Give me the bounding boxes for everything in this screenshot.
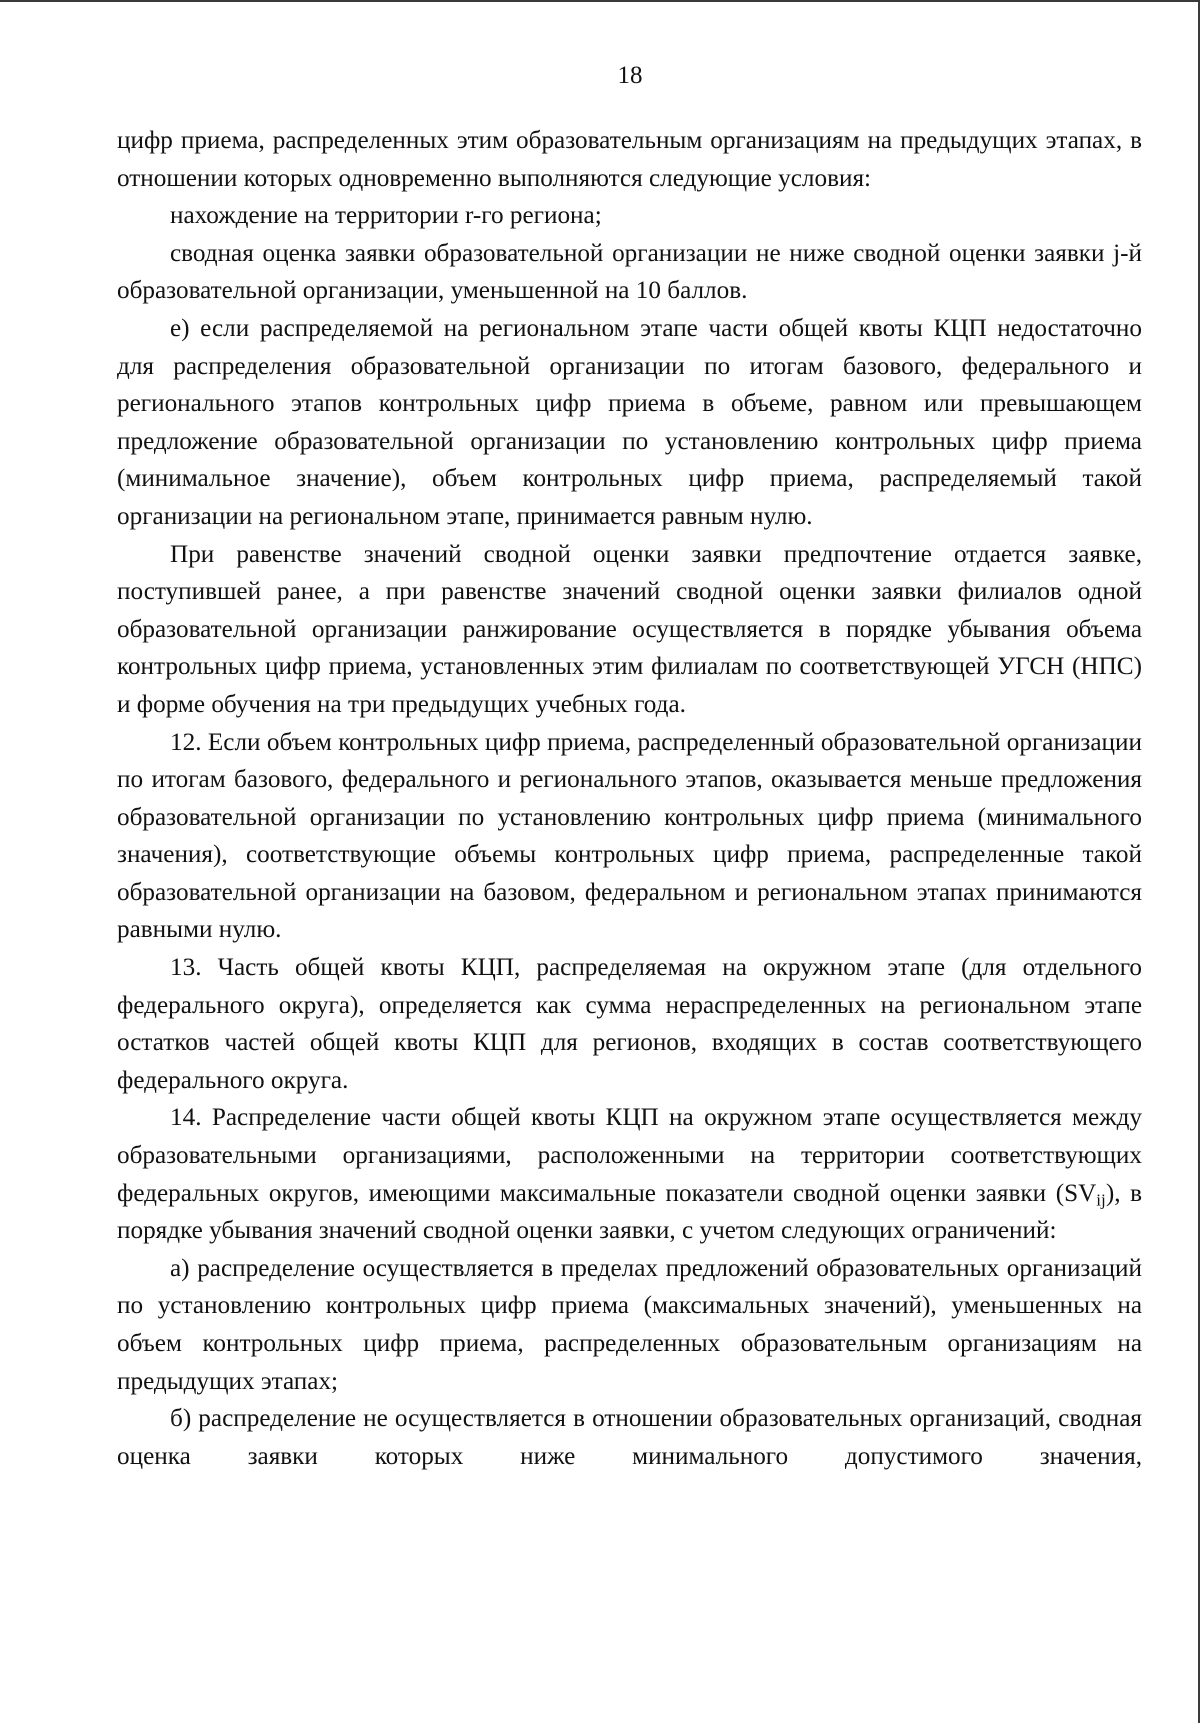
paragraph-item-b: б) распределение не осуществляется в отношении образовательных организаций, сводная оценка заявки которых ниже минимального допустимого значения,	[117, 1405, 1142, 1470]
paragraph-clause-12: 12. Если объем контрольных цифр приема, распределенный образовательной организации по итогам базового, федерального и регионального этапов, оказывается меньше предложения образовательной организации по установлению контрольных цифр приема (минимального значения), соответствующие объемы контрольных цифр приема, распределенные такой образовательной организации на базовом, федеральном и региональном этапах принимаются равными нулю.	[117, 728, 1142, 944]
paragraph-condition-score: сводная оценка заявки образовательной организации не ниже сводной оценки заявки j-й образовательной организации, уменьшенной на 10 баллов.	[117, 239, 1142, 305]
paragraph-clause-13: 13. Часть общей квоты КЦП, распределяемая на окружном этапе (для отдельного федерального округа), определяется как сумма нераспределенных на региональном этапе остатков частей общей квоты КЦП для регионов, входящих в состав соответствующего федерального округа.	[117, 954, 1142, 1094]
scan-edge-top	[0, 0, 1200, 2]
document-body	[117, 122, 1142, 1475]
page-number: 18	[617, 62, 643, 89]
paragraph-clause-14	[117, 1099, 1142, 1249]
clause-14-text-start: 14. Распределение части общей квоты КЦП на окружном этапе осуществляется между образовательными организациями, расположенными на территории соответствующих федеральных округов, имеющими максимальные показатели сводной оценки заявки (SV	[117, 1104, 1142, 1207]
paragraph-continuation: цифр приема, распределенных этим образовательным организациям на предыдущих этапах, в отношении которых одновременно выполняются следующие условия:	[117, 127, 1142, 192]
paragraph-item-e: е) если распределяемой на региональном этапе части общей квоты КЦП недостаточно для распределения образовательной организации по итогам базового, федерального и регионального этапов контрольных цифр приема в объеме, равном или превышающем предложение образовательной организации по установлению контрольных цифр приема (минимальное значение), объем контрольных цифр приема, распределяемый такой организации на региональном этапе, принимается равным нулю.	[117, 314, 1142, 530]
paragraph-item-a: а) распределение осуществляется в пределах предложений образовательных организаций по установлению контрольных цифр приема (максимальных значений), уменьшенных на объем контрольных цифр приема, распределенных образовательным организациям на предыдущих этапах;	[117, 1254, 1142, 1395]
clause-14-subscript: ij	[1096, 1189, 1106, 1209]
paragraph-condition-region: нахождение на территории r-го региона;	[170, 202, 602, 230]
paragraph-equal-scores: При равенстве значений сводной оценки заявки предпочтение отдается заявке, поступившей ранее, а при равенстве значений сводной оценки заявки филиалов одной образовательной организации ранжирование осуществляется в порядке убывания объема контрольных цифр приема, установленных этим филиалам по соответствующей УГСН (НПС) и форме обучения на три предыдущих учебных года.	[117, 540, 1142, 718]
clause-14-text-end: ), в порядке убывания значений сводной оценки заявки, с учетом следующих ограничений:	[117, 1179, 1142, 1245]
